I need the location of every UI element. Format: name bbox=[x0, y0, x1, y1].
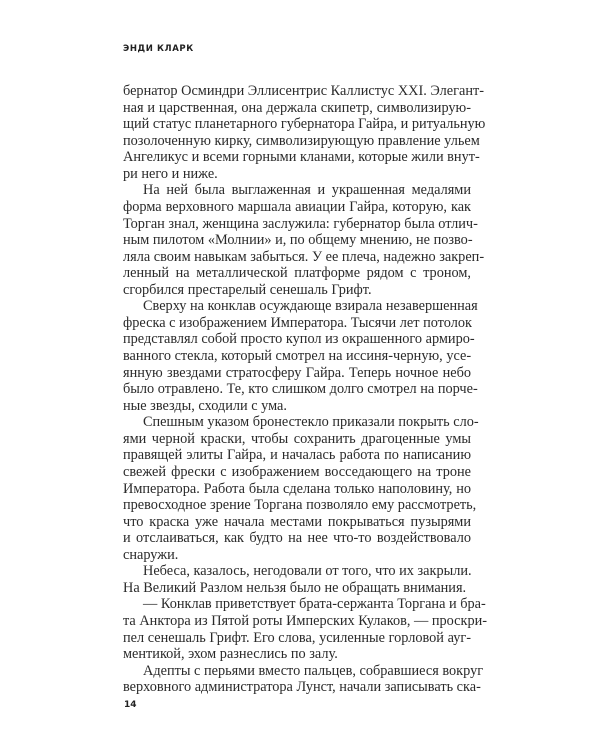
text-line: превосходное зрение Торгана позволяло ему рассмотреть, bbox=[123, 497, 477, 514]
text-line: ванного стекла, который смотрел на иссиня-черную, усе- bbox=[123, 348, 472, 364]
text-line: янную звездами стратосферу Гайра. Теперь ночное небо bbox=[123, 364, 471, 381]
text-line: снаружи. bbox=[123, 546, 179, 563]
text-line: пел сенешаль Грифт. Его слова, усиленные горловой ауг- bbox=[123, 629, 471, 646]
paragraph bbox=[123, 662, 484, 696]
text-line: Ангеликус и всеми горными кланами, которые жили внут- bbox=[123, 149, 480, 166]
text-line: — Конклав приветствует брата-сержанта Торгана и бра- bbox=[143, 596, 486, 613]
text-line: ментикой, эхом разнеслись по залу. bbox=[123, 646, 338, 663]
text-line: ные звезды, сходили с ума. bbox=[123, 397, 287, 414]
paragraph bbox=[123, 596, 488, 663]
text-line: ная и царственная, она держала скипетр, символизирую- bbox=[123, 99, 471, 116]
text-line: На Великий Разлом нельзя было не обращать внимания. bbox=[123, 579, 467, 596]
text-line: Небеса, казалось, негодовали от того, что их закрыли. bbox=[143, 563, 472, 580]
text-line: На ней была выглаженная и украшенная медалями bbox=[143, 182, 471, 199]
paragraph bbox=[123, 563, 471, 596]
page-number: 14 bbox=[124, 700, 137, 710]
text-line: бернатор Осминдри Эллисентрис Каллистус XXI. Элегант- bbox=[123, 83, 485, 99]
text-line: ри него и ниже. bbox=[123, 165, 218, 182]
text-line: форма верховного маршала авиации Гайра, которую, как bbox=[123, 198, 471, 215]
text-line: та Анктора из Пятой роты Имперских Кулаков, — проскри- bbox=[123, 613, 488, 629]
text-line: Спешным указом бронестекло приказали покрыть сло- bbox=[143, 414, 479, 431]
running-header: ЭНДИ КЛАРК bbox=[123, 44, 194, 54]
text-line: Торган знал, женщина заслужила: губернатор была отлич- bbox=[123, 215, 478, 232]
text-line: верховного администратора Лунст, начали записывать ска- bbox=[123, 679, 481, 696]
text-line: что краска уже начала местами покрываться пузырями bbox=[123, 513, 471, 530]
text-line: ями черной краски, чтобы сохранить драгоценные умы bbox=[123, 430, 471, 447]
paragraph bbox=[123, 182, 485, 298]
body-text bbox=[123, 83, 488, 696]
text-line: щий статус планетарного губернатора Гайра, и ритуальную bbox=[123, 116, 486, 133]
paragraph bbox=[123, 298, 478, 414]
text-line: ленный на металлической платформе рядом с троном, bbox=[123, 265, 471, 282]
paragraph bbox=[123, 83, 486, 182]
text-line: ляла своим навыкам забыться. У ее плеча, надежно закреп- bbox=[123, 248, 485, 265]
text-line: и отслаиваться, как будто на нее что-то воздействовало bbox=[123, 530, 471, 547]
text-line: позолоченную кирку, символизирующую правление ульем bbox=[123, 132, 480, 149]
paragraph bbox=[123, 414, 479, 563]
text-line: было отравлено. Те, кто слишком долго смотрел на порче- bbox=[123, 381, 478, 398]
text-line: Сверху на конклав осуждающе взирала незавершенная bbox=[143, 298, 478, 315]
text-line: представлял собой просто купол из окрашенного армиро- bbox=[123, 331, 475, 348]
text-line: ным пилотом «Молнии» и, по общему мнению, не позво- bbox=[123, 232, 473, 249]
text-line: сгорбился престарелый сенешаль Грифт. bbox=[123, 281, 372, 298]
text-line: правящей элиты Гайра, и началась работа по написанию bbox=[123, 447, 471, 464]
text-line: фреска с изображением Императора. Тысячи лет потолок bbox=[123, 314, 472, 331]
text-line: Императора. Работа была сделана только наполовину, но bbox=[123, 480, 471, 497]
text-line: Адепты с перьями вместо пальцев, собравшиеся вокруг bbox=[143, 662, 484, 679]
text-line: свежей фрески с изображением восседающего на троне bbox=[123, 463, 471, 480]
